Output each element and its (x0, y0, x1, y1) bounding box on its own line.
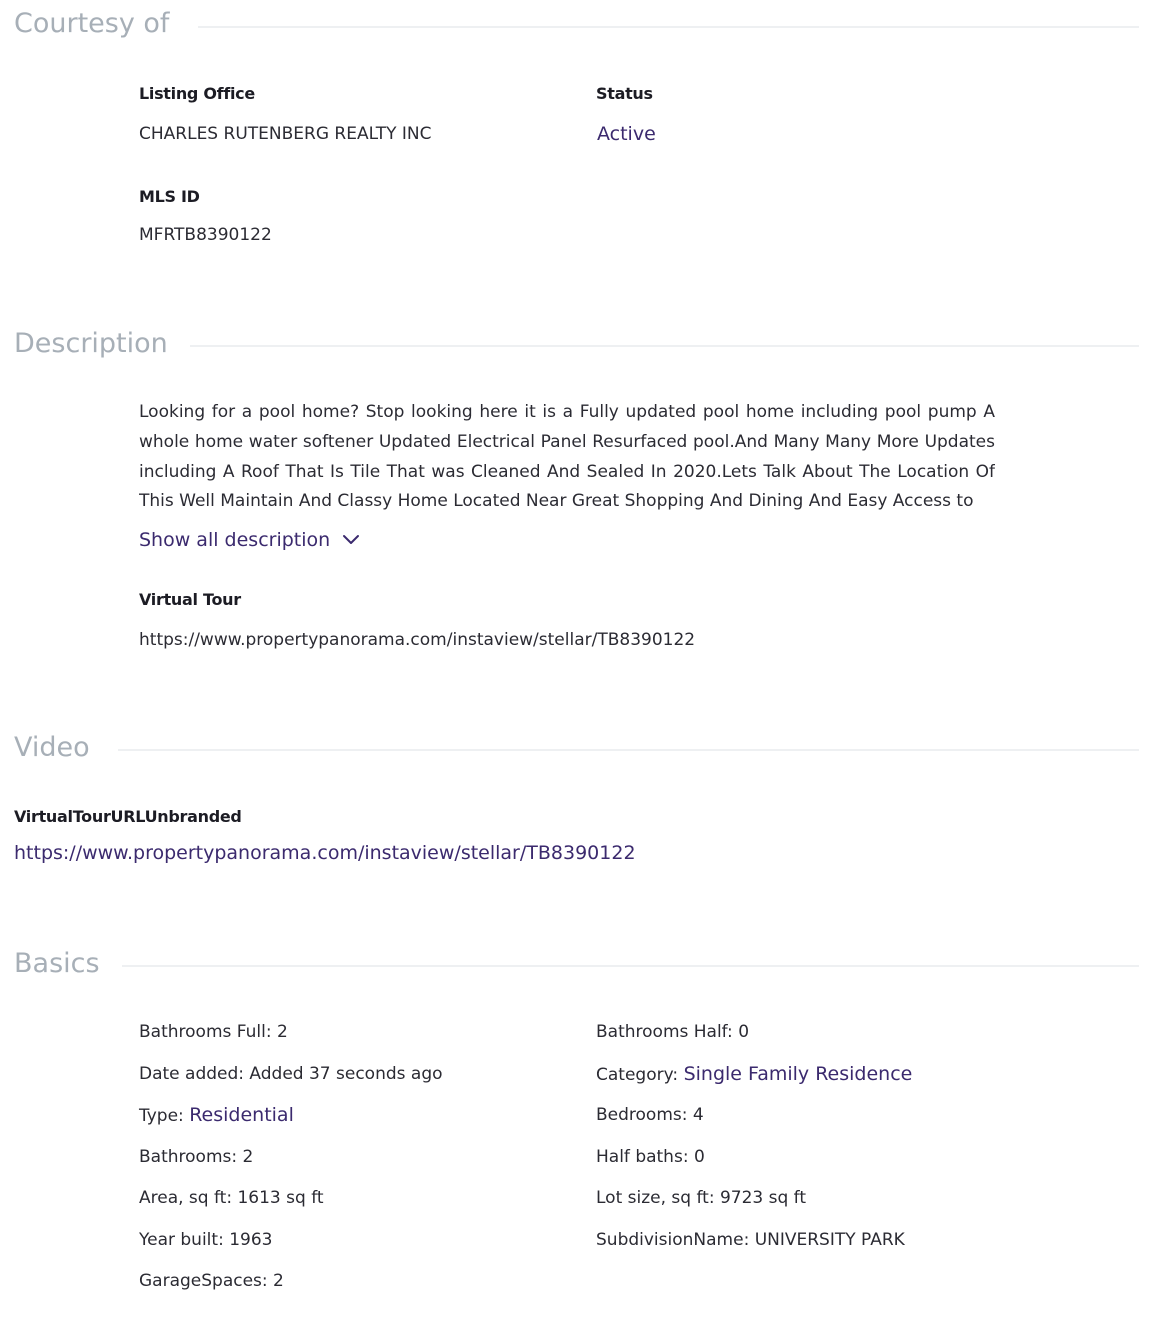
basics-row (139, 1188, 324, 1208)
basics-row-value: 0 (693, 1146, 705, 1167)
listing-office-label: Listing Office (139, 84, 255, 103)
basics-row-label: Category: (596, 1064, 684, 1085)
video-divider (118, 749, 1139, 751)
basics-row-label: Bathrooms Full: (139, 1022, 277, 1042)
basics-title: Basics (14, 948, 100, 979)
basics-row (139, 1271, 284, 1291)
basics-row (139, 1147, 253, 1167)
virtual-tour-unbranded-link[interactable]: https://www.propertypanorama.com/instaview/stellar/TB8390122 (14, 842, 636, 864)
courtesy-title: Courtesy of (14, 8, 170, 39)
basics-row (139, 1064, 443, 1084)
section-title-courtesy (14, 8, 169, 39)
status-label: Status (596, 84, 653, 103)
basics-row-label: Lot size, sq ft: (596, 1188, 720, 1208)
basics-row-value: 1613 sq ft (237, 1188, 324, 1208)
virtual-tour-unbranded-label: VirtualTourURLUnbranded (14, 807, 242, 826)
basics-row-label: GarageSpaces: (139, 1271, 274, 1291)
mls-id-value: MFRTB8390122 (139, 225, 272, 245)
section-title-basics (14, 948, 100, 979)
basics-row-label: Bedrooms: (596, 1105, 693, 1125)
basics-row (139, 1022, 288, 1042)
basics-row-value: UNIVERSITY PARK (754, 1229, 905, 1250)
virtual-tour-value: https://www.propertypanorama.com/instaview/stellar/TB8390122 (139, 630, 696, 650)
description-text: Looking for a pool home? Stop looking here it is a Fully updated pool home including pool pump A whole home water softener Updated Electrical Panel Resurfaced pool.And Many Many More Updates including A Roof That Is Tile That was Cleaned And Sealed In 2020.Lets Talk About The Location Of This Well Maintain And Classy Home Located Near Great Shopping And Dining And Easy Access to (139, 402, 995, 510)
status-value: Active (597, 123, 656, 145)
basics-row (596, 1063, 912, 1085)
listing-office-value: CHARLES RUTENBERG REALTY INC (139, 124, 432, 144)
basics-row (596, 1188, 806, 1208)
description-divider (190, 345, 1139, 347)
virtual-tour-label: Virtual Tour (139, 590, 241, 609)
basics-row-label: SubdivisionName: (596, 1229, 755, 1250)
basics-row-value: 2 (276, 1022, 288, 1042)
basics-row (596, 1022, 749, 1042)
basics-row-label: Bathrooms Half: (596, 1022, 739, 1042)
basics-row (596, 1147, 705, 1167)
basics-row-value: 0 (738, 1022, 750, 1042)
basics-row-value: 9723 sq ft (719, 1188, 807, 1208)
description-title: Description (14, 328, 168, 359)
basics-row (596, 1105, 704, 1125)
basics-row-label: Type: (139, 1106, 190, 1126)
basics-row-value: Single Family Residence (683, 1062, 913, 1085)
basics-row (596, 1230, 905, 1250)
basics-row-value: 1963 (229, 1229, 273, 1250)
basics-row-value: Added 37 seconds ago (249, 1063, 443, 1084)
chevron-down-icon (342, 534, 360, 546)
basics-row-value: 2 (242, 1146, 254, 1167)
basics-row-label: Bathrooms: (139, 1146, 243, 1167)
basics-row (139, 1104, 294, 1126)
basics-divider (122, 965, 1139, 967)
mls-id-label: MLS ID (139, 187, 200, 206)
basics-row-value: 2 (273, 1271, 284, 1291)
basics-row-label: Date added: (139, 1063, 250, 1084)
section-title-description (14, 328, 168, 359)
basics-row-label: Half baths: (596, 1146, 694, 1167)
basics-row-label: Area, sq ft: (139, 1188, 238, 1208)
show-all-description-button[interactable] (139, 529, 360, 551)
section-title-video (14, 732, 90, 763)
basics-row (139, 1230, 272, 1250)
courtesy-divider (198, 26, 1139, 28)
show-all-description-label: Show all description (139, 529, 331, 551)
basics-row-label: Year built: (139, 1229, 230, 1250)
video-title: Video (14, 732, 90, 763)
basics-row-value: Residential (189, 1104, 294, 1126)
basics-row-value: 4 (692, 1105, 704, 1125)
